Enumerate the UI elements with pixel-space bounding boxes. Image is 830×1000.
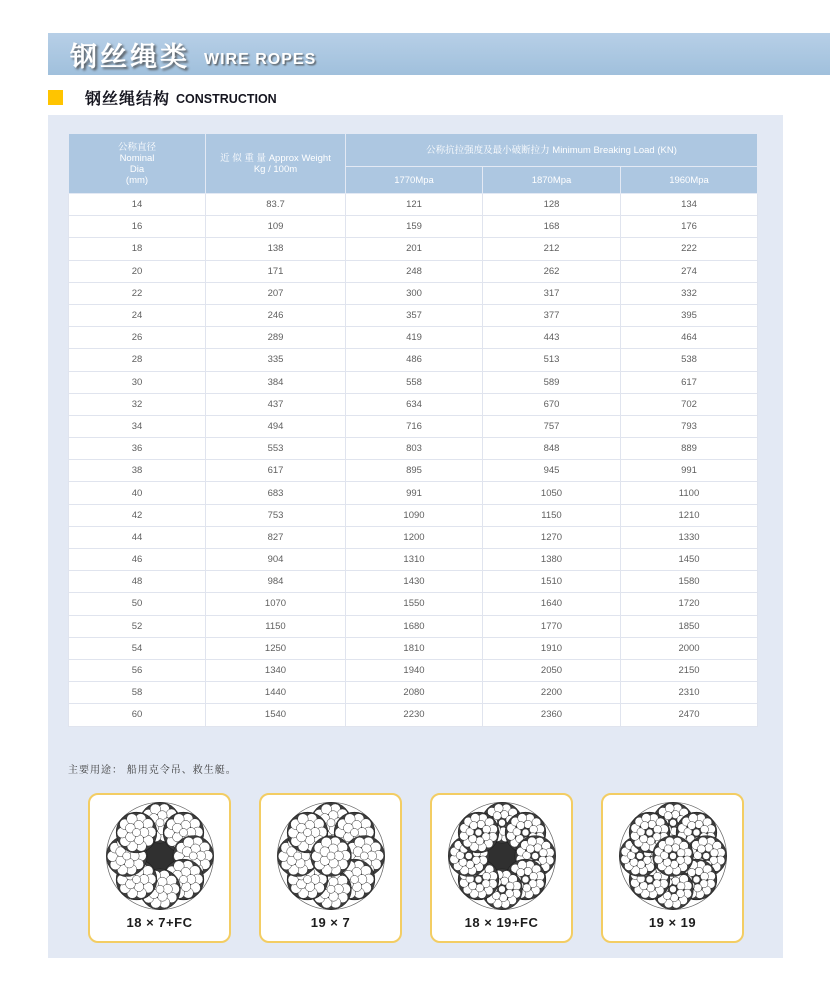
table-cell: 20 [69,260,206,282]
col-header-line: 公称直径 [117,141,156,153]
table-cell: 1720 [621,593,758,615]
table-row [69,238,758,260]
table-row [69,349,758,371]
table-cell: 895 [346,460,483,482]
table-cell: 513 [483,349,621,371]
rope-cross-section-drawing [446,800,558,912]
rope-card [259,793,402,943]
col-header-approx-weight [206,134,346,194]
table-cell: 793 [621,415,758,437]
table-cell: 1440 [206,682,346,704]
table-cell: 121 [346,194,483,216]
table-cell: 26 [69,327,206,349]
col-header-grade-1770: 1770Mpa [346,167,483,194]
table-cell: 1810 [346,637,483,659]
table-cell: 134 [621,194,758,216]
table-cell: 222 [621,238,758,260]
table-cell: 44 [69,526,206,548]
table-cell: 50 [69,593,206,615]
table-cell: 40 [69,482,206,504]
table-cell: 443 [483,327,621,349]
rope-card-label: 18 × 7+FC [126,915,193,930]
table-row [69,260,758,282]
table-cell: 464 [621,327,758,349]
table-cell: 2230 [346,704,483,726]
rope-card [430,793,573,943]
table-cell: 1940 [346,659,483,681]
table-row [69,504,758,526]
table-cell: 395 [621,304,758,326]
table-cell: 683 [206,482,346,504]
page-title-chinese: 钢丝绳类 [70,41,190,72]
table-cell: 1090 [346,504,483,526]
table-cell: 83.7 [206,194,346,216]
table-cell: 262 [483,260,621,282]
section-heading [48,86,277,109]
table-row [69,371,758,393]
rope-card [88,793,231,943]
col-header-line: Nominal [119,152,155,164]
table-cell: 18 [69,238,206,260]
table-row [69,637,758,659]
table-cell: 274 [621,260,758,282]
rope-cross-section-drawing [617,800,729,912]
rope-card-label: 18 × 19+FC [464,915,539,930]
rope-cross-section-drawing [275,800,387,912]
table-cell: 1550 [346,593,483,615]
table-row [69,682,758,704]
table-cell: 138 [206,238,346,260]
table-cell: 207 [206,282,346,304]
table-cell: 1430 [346,571,483,593]
table-row [69,482,758,504]
table-row [69,438,758,460]
table-cell: 2150 [621,659,758,681]
table-cell: 24 [69,304,206,326]
table-cell: 1770 [483,615,621,637]
spec-table [68,133,758,727]
content-panel [48,115,783,958]
table-cell: 1330 [621,526,758,548]
table-cell: 437 [206,393,346,415]
table-cell: 757 [483,415,621,437]
table-cell: 171 [206,260,346,282]
col-header-breaking-load: 公称抗拉强度及最小破断拉力 Minimum Breaking Load (KN) [346,134,758,167]
page-title-english: WIRE ROPES [204,51,317,68]
table-row [69,460,758,482]
table-cell: 617 [621,371,758,393]
main-usage-note: 主要用途： 船用克令吊、救生艇。 [68,765,237,776]
rope-card-label: 19 × 7 [310,915,351,930]
table-row [69,216,758,238]
table-cell: 1310 [346,549,483,571]
table-cell: 14 [69,194,206,216]
table-cell: 246 [206,304,346,326]
table-cell: 176 [621,216,758,238]
table-cell: 384 [206,371,346,393]
table-cell: 553 [206,438,346,460]
table-cell: 1100 [621,482,758,504]
table-cell: 2000 [621,637,758,659]
table-cell: 2310 [621,682,758,704]
table-cell: 753 [206,504,346,526]
table-cell: 702 [621,393,758,415]
table-cell: 1450 [621,549,758,571]
table-cell: 945 [483,460,621,482]
rope-construction-cards [88,793,744,943]
rope-cross-section-drawing [104,800,216,912]
table-cell: 289 [206,327,346,349]
table-cell: 634 [346,393,483,415]
table-cell: 889 [621,438,758,460]
table-cell: 28 [69,349,206,371]
table-row [69,571,758,593]
table-cell: 904 [206,549,346,571]
table-cell: 2050 [483,659,621,681]
table-cell: 538 [621,349,758,371]
table-cell: 357 [346,304,483,326]
col-header-line: (mm) [125,174,149,186]
table-cell: 2470 [621,704,758,726]
table-cell: 670 [483,393,621,415]
table-cell: 54 [69,637,206,659]
table-row [69,549,758,571]
table-cell: 38 [69,460,206,482]
col-header-grade-1960: 1960Mpa [621,167,758,194]
table-cell: 617 [206,460,346,482]
table-cell: 1540 [206,704,346,726]
table-cell: 377 [483,304,621,326]
table-cell: 1270 [483,526,621,548]
table-cell: 32 [69,393,206,415]
table-cell: 1640 [483,593,621,615]
table-cell: 1680 [346,615,483,637]
table-cell: 22 [69,282,206,304]
rope-card-label: 19 × 19 [648,915,697,930]
table-row [69,393,758,415]
col-header-nominal-dia [69,134,206,194]
table-cell: 848 [483,438,621,460]
table-cell: 317 [483,282,621,304]
col-header-line: 近 似 重 量 Approx Weight [220,152,331,164]
table-cell: 300 [346,282,483,304]
table-row [69,659,758,681]
table-cell: 1850 [621,615,758,637]
table-cell: 46 [69,549,206,571]
table-row [69,526,758,548]
table-cell: 1510 [483,571,621,593]
table-cell: 984 [206,571,346,593]
table-cell: 56 [69,659,206,681]
table-cell: 1580 [621,571,758,593]
table-cell: 1340 [206,659,346,681]
table-cell: 335 [206,349,346,371]
table-row [69,593,758,615]
table-cell: 2200 [483,682,621,704]
table-cell: 159 [346,216,483,238]
table-cell: 1150 [483,504,621,526]
table-cell: 332 [621,282,758,304]
table-cell: 486 [346,349,483,371]
table-cell: 1150 [206,615,346,637]
spec-table-body [69,194,758,727]
table-cell: 128 [483,194,621,216]
col-header-line: Dia [129,163,145,175]
spec-table-header [69,134,758,194]
table-cell: 36 [69,438,206,460]
table-cell: 1380 [483,549,621,571]
table-cell: 248 [346,260,483,282]
rope-card [601,793,744,943]
table-cell: 716 [346,415,483,437]
table-cell: 589 [483,371,621,393]
table-cell: 1070 [206,593,346,615]
table-row [69,282,758,304]
table-cell: 991 [346,482,483,504]
table-cell: 803 [346,438,483,460]
table-cell: 1200 [346,526,483,548]
table-row [69,615,758,637]
table-row [69,304,758,326]
table-cell: 2360 [483,704,621,726]
table-cell: 827 [206,526,346,548]
table-row [69,194,758,216]
table-row [69,704,758,726]
col-header-grade-1870: 1870Mpa [483,167,621,194]
table-cell: 201 [346,238,483,260]
table-cell: 60 [69,704,206,726]
table-cell: 991 [621,460,758,482]
table-cell: 212 [483,238,621,260]
table-cell: 42 [69,504,206,526]
table-cell: 2080 [346,682,483,704]
page-title-band [48,33,830,75]
table-cell: 1250 [206,637,346,659]
section-title-chinese: 钢丝绳结构 [85,91,171,108]
table-cell: 48 [69,571,206,593]
table-cell: 58 [69,682,206,704]
table-cell: 30 [69,371,206,393]
table-cell: 1910 [483,637,621,659]
table-cell: 1050 [483,482,621,504]
table-cell: 1210 [621,504,758,526]
table-cell: 494 [206,415,346,437]
table-cell: 52 [69,615,206,637]
col-header-line: Kg / 100m [253,163,298,175]
yellow-square-icon [48,90,63,105]
table-cell: 34 [69,415,206,437]
table-cell: 168 [483,216,621,238]
table-cell: 558 [346,371,483,393]
table-row [69,327,758,349]
table-cell: 16 [69,216,206,238]
table-cell: 109 [206,216,346,238]
table-cell: 419 [346,327,483,349]
table-row [69,415,758,437]
section-title-english: CONSTRUCTION [176,91,277,106]
